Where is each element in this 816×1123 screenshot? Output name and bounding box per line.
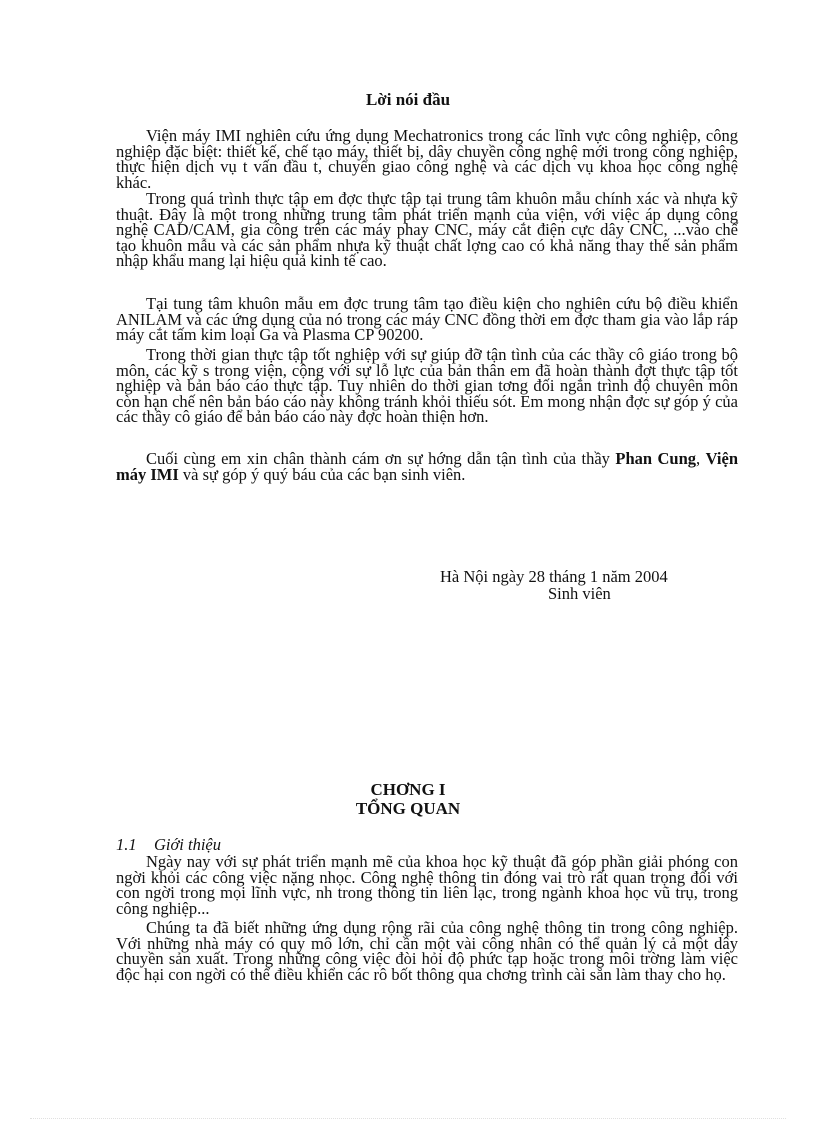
page-title: Lời nói đầu [365,90,451,109]
advisor-name: Phan Cung [615,449,697,468]
preface-paragraph-2: Trong quá trình thực tập em đợc thực tập tại trung tâm khuôn mẫu chính xác và nhựa kỹ thuật. Đây là một trong những trung tâm phát triển mạnh của viện, với việc áp dụng công nghệ CAD/CAM, gia công trên các máy phay CNC, máy cắt điện cực dây CNC, ...vào chế tạo khuôn mẫu và các sản phẩm nhựa kỹ thuật chất lợng cao có khả năng thay thế sản phẩm nhập khẩu mang lại hiệu quả kinh tế cao. [116,189,738,271]
section-title: Giới thiệu [154,835,222,854]
section-paragraph-2: Chúng ta đã biết những ứng dụng rộng rãi của công nghệ thông tin trong công nghiệp. Với những nhà máy có quy mô lớn, chỉ cần một vài công nhân có thể quản lý cả một dây chuyền sản xuất. Trong những công việc đòi hỏi độ phức tạp hoặc trong môi trờng làm việc độc hại con ngời có thể điều khiển các rô bốt thông qua chơng trình cài sẵn làm thay cho họ. [116,918,738,984]
signature-role: Sinh viên [548,584,611,603]
page-bottom-rule [30,1118,786,1119]
chapter-title: TỔNG QUAN [355,799,461,818]
section-heading [116,837,221,853]
chapter-label: CHƠNG I [370,780,446,799]
preface-paragraph-1: Viện máy IMI nghiên cứu ứng dụng Mechatronics trong các lĩnh vực công nghiệp, công nghiệp đặc biệt: thiết kế, chế tạo máy, thiết bị, dây chuyền công nghệ mới trong công nghiệp, thực hiện dịch vụ t vấn đầu t, chuyển giao công nghệ và các dịch vụ khoa học công nghệ khác. [116,126,738,192]
section-paragraph-1: Ngày nay với sự phát triển mạnh mẽ của khoa học kỹ thuật đã góp phần giải phóng con ngời khỏi các công việc nặng nhọc. Công nghệ thông tin đóng vai trò rất quan trọng đối với con ngời trong mọi lĩnh vực, nh trong thông tin liên lạc, trong ngành khoa học vũ trụ, trong công nghiệp... [116,852,738,918]
signature-date: Hà Nội ngày 28 tháng 1 năm 2004 [440,567,668,586]
preface-paragraph-3: Tại tung tâm khuôn mẫu em đợc trung tâm tạo điều kiện cho nghiên cứu bộ điều khiển ANILAM và các ứng dụng của nó trong các máy CNC đồng thời em đợc tham gia vào lắp ráp máy cắt tấm kim loại Ga và Plasma CP 90200. [116,294,738,345]
preface-paragraph-closing: Cuối cùng em xin chân thành cám ơn sự hớng dẫn tận tình của thầy Phan Cung, Viện máy IMI và sự góp ý quý báu của các bạn sinh viên. [116,449,739,484]
preface-paragraph-4: Trong thời gian thực tập tốt nghiệp với sự giúp đỡ tận tình của các thầy cô giáo trong bộ môn, các kỹ s trong viện, cộng với sự lỗ lực của bản thân em đã hoàn thành đợt thực tập tốt nghiệp và bản báo cáo thực tập. Tuy nhiên do thời gian tơng đối ngắn trình độ chuyên môn còn hạn chế nên bản báo cáo này không tránh khỏi thiếu sót. Em mong nhận đợc sự góp ý của các thầy cô giáo để bản báo cáo này đợc hoàn thiện hơn. [116,345,738,427]
section-number: 1.1 [116,835,137,854]
institute-name: Viện máy IMI [116,449,739,484]
